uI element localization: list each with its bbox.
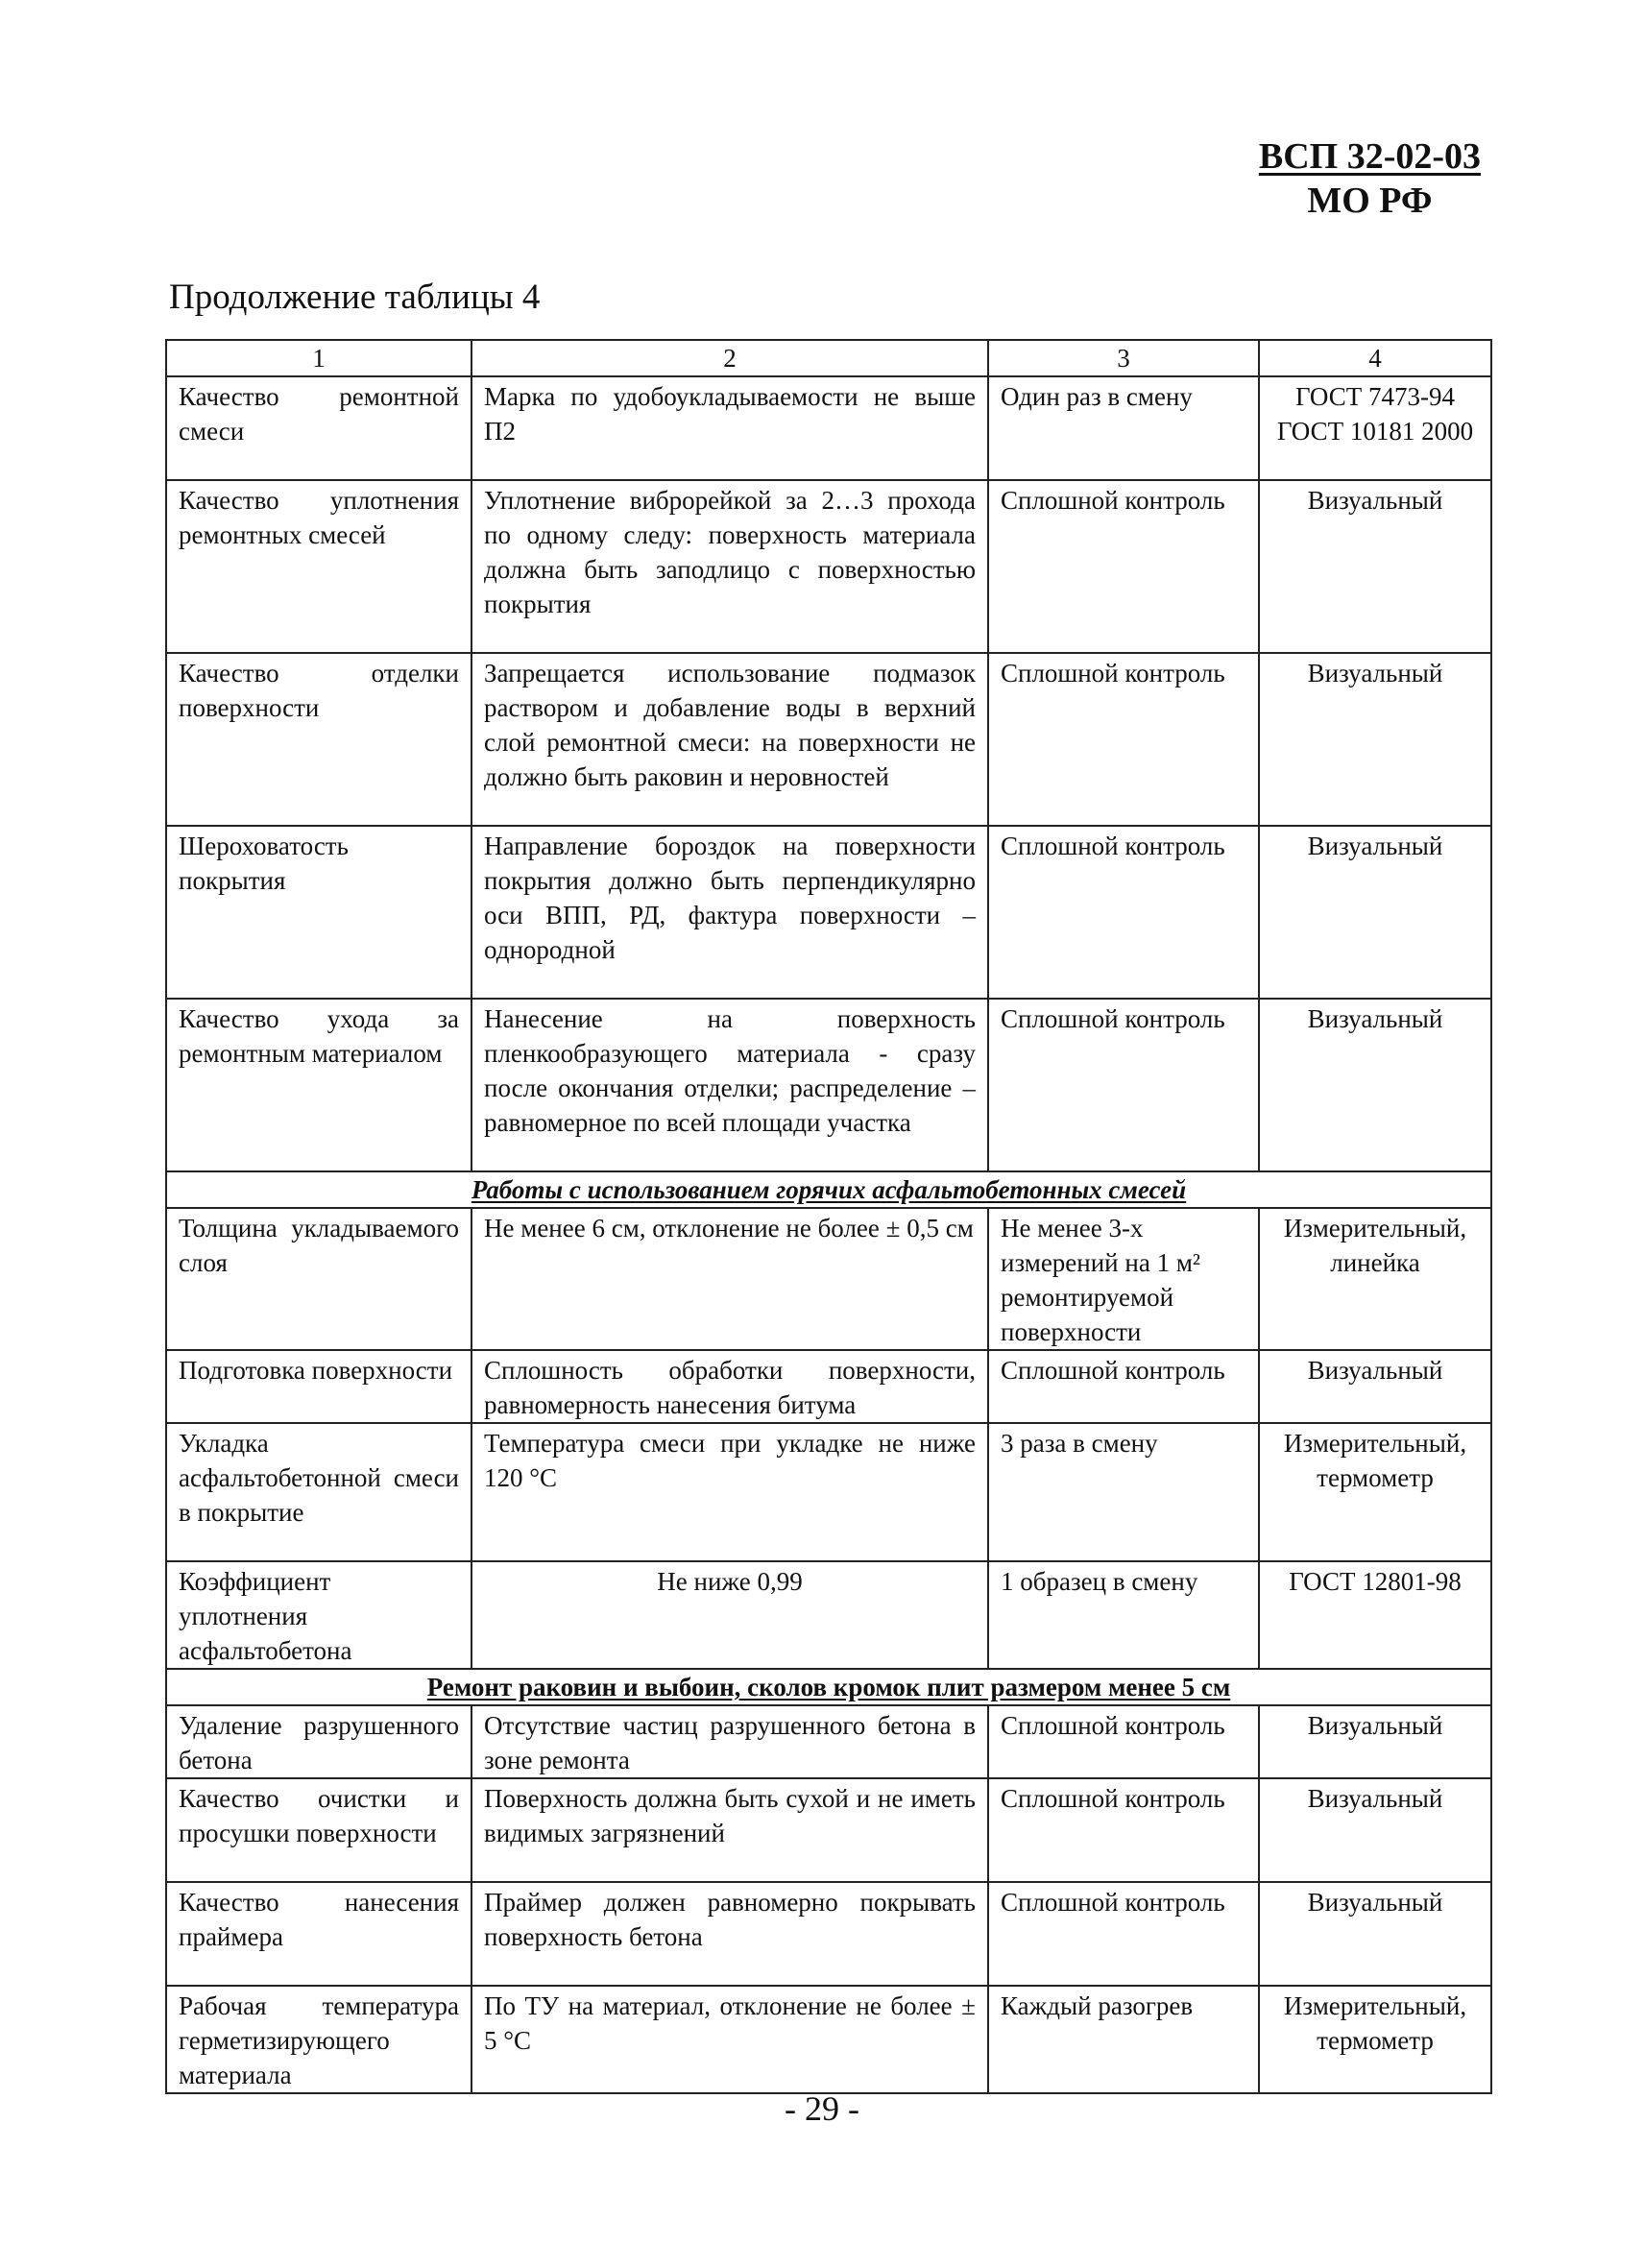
- requirement-cell: Марка по удобоукладываемости не выше П2: [471, 376, 988, 480]
- section-header: Ремонт раковин и выбоин, сколов кромок плит размером менее 5 см: [166, 1669, 1491, 1705]
- parameter-cell: Качество ухода за ремонтным материалом: [166, 999, 471, 1171]
- requirement-cell: Отсутствие частиц разрушенного бетона в зоне ремонта: [471, 1705, 988, 1778]
- parameter-cell: Качество отделки поверхности: [166, 653, 471, 826]
- method-cell: Визуальный: [1259, 1778, 1491, 1882]
- requirement-cell: Нанесение на поверхность пленкообразующего материала - сразу после окончания отделки; распределение – равномерное по всей площади участка: [471, 999, 988, 1171]
- control-volume-cell: Сплошной контроль: [988, 1778, 1259, 1882]
- table-row: [166, 1350, 1491, 1423]
- parameter-cell: Рабочая температура герметизирующего материала: [166, 1986, 471, 2093]
- method-cell: Измерительный, термометр: [1259, 1423, 1491, 1561]
- table-row: [166, 826, 1491, 999]
- method-cell: Визуальный: [1259, 1882, 1491, 1986]
- method-cell: Визуальный: [1259, 826, 1491, 999]
- table-row: [166, 1561, 1491, 1669]
- control-volume-cell: Сплошной контроль: [988, 653, 1259, 826]
- parameter-cell: Качество ремонтной смеси: [166, 376, 471, 480]
- requirement-cell: Поверхность должна быть сухой и не иметь видимых загрязнений: [471, 1778, 988, 1882]
- parameter-cell: Укладка асфальтобетонной смеси в покрытие: [166, 1423, 471, 1561]
- requirement-cell: Направление бороздок на поверхности покрытия должно быть перпендикулярно оси ВПП, РД, фактура поверхности – однородной: [471, 826, 988, 999]
- control-volume-cell: Каждый разогрев: [988, 1986, 1259, 2093]
- section-header-row: [166, 1669, 1491, 1705]
- control-table: [165, 339, 1492, 2094]
- section-header-row: [166, 1171, 1491, 1208]
- document-org: МО РФ: [1307, 181, 1433, 221]
- table-row: [166, 999, 1491, 1171]
- column-number-2: 2: [471, 340, 988, 376]
- control-volume-cell: Один раз в смену: [988, 376, 1259, 480]
- method-cell: Визуальный: [1259, 1705, 1491, 1778]
- requirement-cell: По ТУ на материал, отклонение не более ± 5 °С: [471, 1986, 988, 2093]
- parameter-cell: Толщина укладываемого слоя: [166, 1208, 471, 1350]
- method-cell: Визуальный: [1259, 653, 1491, 826]
- section-header: Работы с использованием горячих асфальтобетонных смесей: [166, 1171, 1491, 1208]
- table-row: [166, 653, 1491, 826]
- table-row: [166, 1986, 1491, 2093]
- table-row: [166, 1705, 1491, 1778]
- parameter-cell: Удаление разрушенного бетона: [166, 1705, 471, 1778]
- table-caption: Продолжение таблицы 4: [169, 277, 541, 317]
- requirement-cell: Не ниже 0,99: [471, 1561, 988, 1669]
- control-volume-cell: Сплошной контроль: [988, 1705, 1259, 1778]
- control-volume-cell: 3 раза в смену: [988, 1423, 1259, 1561]
- parameter-cell: Качество уплотнения ремонтных смесей: [166, 480, 471, 653]
- control-volume-cell: Сплошной контроль: [988, 999, 1259, 1171]
- parameter-cell: Подготовка поверхности: [166, 1350, 471, 1423]
- column-number-1: 1: [166, 340, 471, 376]
- document-header: [1259, 134, 1481, 223]
- document-code: ВСП 32-02-03: [1258, 136, 1481, 177]
- control-volume-cell: Не менее 3-х измерений на 1 м² ремонтируемой поверхности: [988, 1208, 1259, 1350]
- requirement-cell: Не менее 6 см, отклонение не более ± 0,5 см: [471, 1208, 988, 1350]
- requirement-cell: Сплошность обработки поверхности, равномерность нанесения битума: [471, 1350, 988, 1423]
- table-row: [166, 376, 1491, 480]
- method-cell: Визуальный: [1259, 480, 1491, 653]
- table-row: [166, 480, 1491, 653]
- control-volume-cell: Сплошной контроль: [988, 480, 1259, 653]
- method-cell: ГОСТ 12801-98: [1259, 1561, 1491, 1669]
- method-cell: Визуальный: [1259, 999, 1491, 1171]
- page-number: - 29 -: [785, 2089, 859, 2128]
- control-volume-cell: Сплошной контроль: [988, 826, 1259, 999]
- parameter-cell: Качество нанесения праймера: [166, 1882, 471, 1986]
- requirement-cell: Температура смеси при укладке не ниже 120 °С: [471, 1423, 988, 1561]
- column-number-row: [166, 340, 1491, 376]
- column-number-4: 4: [1259, 340, 1491, 376]
- table-row: [166, 1778, 1491, 1882]
- table-row: [166, 1423, 1491, 1561]
- control-volume-cell: Сплошной контроль: [988, 1350, 1259, 1423]
- requirement-cell: Праймер должен равномерно покрывать поверхность бетона: [471, 1882, 988, 1986]
- parameter-cell: Качество очистки и просушки поверхности: [166, 1778, 471, 1882]
- parameter-cell: Шероховатость покрытия: [166, 826, 471, 999]
- requirement-cell: Запрещается использование подмазок раствором и добавление воды в верхний слой ремонтной смеси: на поверхности не должно быть раковин и неровностей: [471, 653, 988, 826]
- parameter-cell: Коэффициент уплотнения асфальтобетона: [166, 1561, 471, 1669]
- table-row: [166, 1882, 1491, 1986]
- control-volume-cell: Сплошной контроль: [988, 1882, 1259, 1986]
- method-cell: Измерительный, линейка: [1259, 1208, 1491, 1350]
- table-row: [166, 1208, 1491, 1350]
- method-cell: Измерительный, термометр: [1259, 1986, 1491, 2093]
- control-volume-cell: 1 образец в смену: [988, 1561, 1259, 1669]
- column-number-3: 3: [988, 340, 1259, 376]
- requirement-cell: Уплотнение виброрейкой за 2…3 прохода по одному следу: поверхность материала должна быть заподлицо с поверхностью покрытия: [471, 480, 988, 653]
- method-cell: Визуальный: [1259, 1350, 1491, 1423]
- method-cell: ГОСТ 7473-94 ГОСТ 10181 2000: [1259, 376, 1491, 480]
